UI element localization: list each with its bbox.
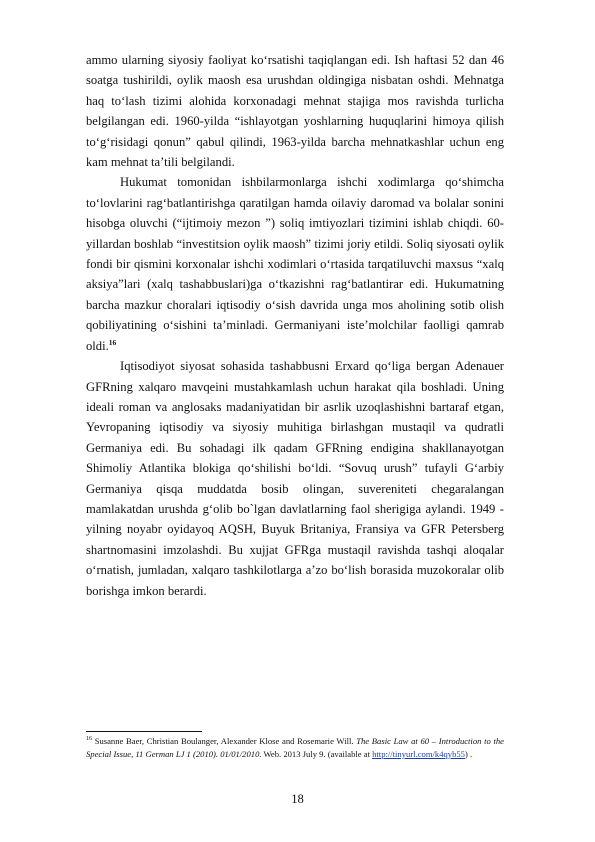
footnote-separator <box>86 731 202 732</box>
footnote-number: 16 <box>86 736 92 743</box>
paragraph-1-text: ammo ularning siyosiy faoliyat ko‘rsatishi taqiqlangan edi. Ish haftasi 52 dan 46 soatga tushirildi, oylik maosh esa urushdan oldingiga nisbatan oshdi. Mehnatga haq to‘lash tizimi alohida korxonadagi mehnat stajiga mos ravishda turlicha belgilangan edi. 1960-yilda “ishlayotgan yoshlarning huquqlarini himoya qilish to‘g‘risidagi qonun” qabul qilindi, 1963-yilda barcha mehnatkashlar uchun eng kam mehnat ta’tili belgilandi. <box>86 53 504 170</box>
paragraph-3 <box>86 356 504 601</box>
footnote-access-text: Web. 2013 July 9. (available at <box>261 749 373 759</box>
paragraph-2-text: Hukumat tomonidan ishbilarmonlarga ishchi xodimlarga qo‘shimcha to‘lovlarini rag‘batlantirishga qaratilgan hamda oilaviy daromad va bolalar sonini hisobga oluvchi (“ijtimoiy mezon ”) soliq imtiyozlari tizimini ishlab chiqdi. 60-yillardan boshlab “investitsion oylik maosh” tizimi joriy etildi. Soliq siyosati oylik fondi bir qismini korxonalar ishchi xodimlari o‘rtasida tarqatiluvchi maxsus “xalq aksiya”lari (xalq tashabbuslari)ga o‘tkazishni rag‘batlantirar edi. Hukumatning barcha mazkur choralari iqtisodiy o‘sish davrida unga mos aholining sotib olish qobiliyatining o‘sishini ta’minladi. Germaniyani iste’molchilar faolligi qamrab oldi. <box>86 175 504 353</box>
footnote <box>86 735 504 761</box>
footnote-authors: Susanne Baer, Christian Boulanger, Alexander Klose and Rosemarie Will. <box>92 736 357 746</box>
page-number: 18 <box>291 792 304 806</box>
document-body <box>86 50 504 601</box>
paragraph-1 <box>86 50 504 172</box>
footnote-title: The Basic Law at 60 – Introduction to the Special Issue, 11 German LJ 1 (2010). 01/01/2010. <box>86 736 504 759</box>
footnote-closing: ) . <box>464 749 473 759</box>
paragraph-2 <box>86 172 504 356</box>
paragraph-3-text: Iqtisodiyot siyosat sohasida tashabbusni Erxard qo‘liga bergan Adenauer GFRning xalqaro mavqeini mustahkamlash uchun harakat qila boshladi. Uning ideali roman va anglosaks madaniyatidan bir asrlik uzoqlashishni bartaraf etgan, Yevropaning iqtisodiy va siyosiy muhitiga birlashgan mustaqil va qudratli Germaniya edi. Bu sohadagi ilk qadam GFRning endigina shakllanayotgan Shimoliy Atlantika blokiga qo‘shilishi bo‘ldi. “Sovuq urush” tufayli G‘arbiy Germaniya qisqa muddatda bosib olingan, suvereniteti chegaralangan mamlakatdan urushda g‘olib bo`lgan davlatlarning faol sherigiga aylandi. 1949 -yilning noyabr oyidayoq AQSH, Buyuk Britaniya, Fransiya va GFR Petersberg shartnomasini imzolashdi. Bu xujjat GFRga mustaqil ravishda tashqi aloqalar o‘rnatish, jumladan, xalqaro tashkilotlarga a’zo bo‘lish borasida muzokoralar olib borishga imkon berardi. <box>86 359 504 598</box>
footnote-reference[interactable]: 16 <box>108 337 117 347</box>
footnote-link[interactable]: http://tinyurl.com/k4qyb55 <box>372 749 465 759</box>
